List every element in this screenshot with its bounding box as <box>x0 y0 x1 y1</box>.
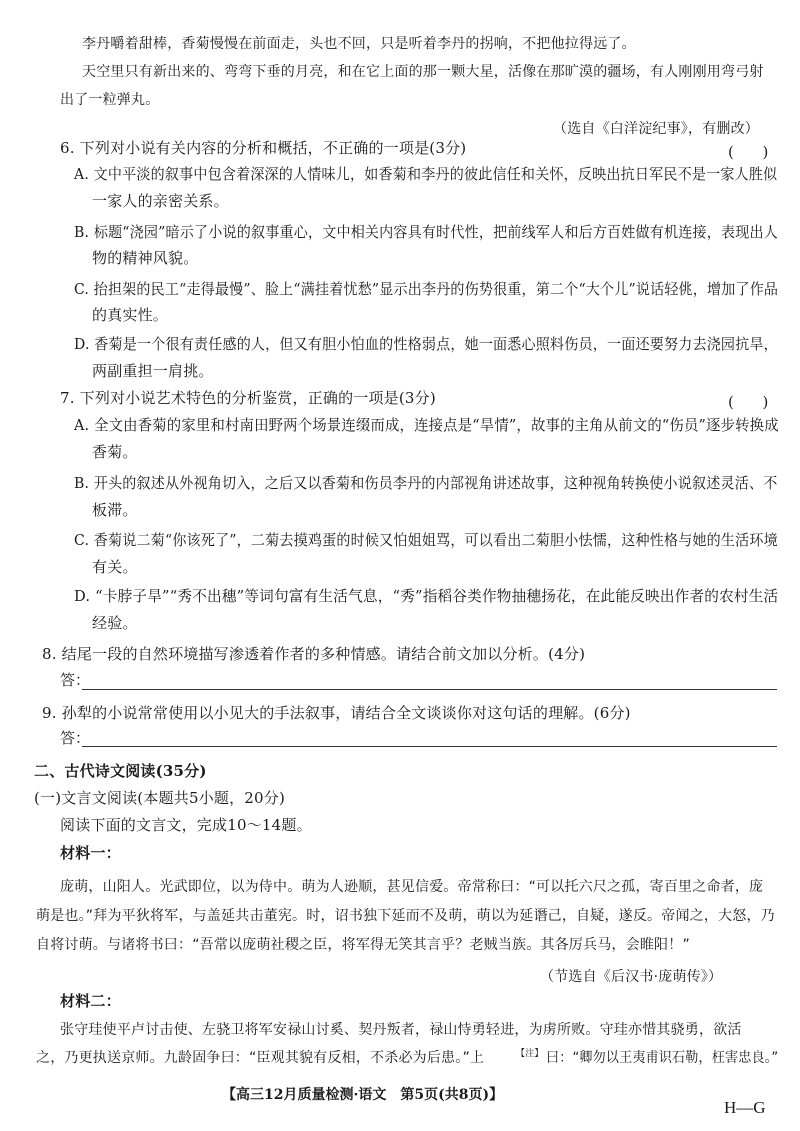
q6-answer-paren[interactable]: ( ) <box>728 143 769 161</box>
q9-answer-label: 答： <box>60 729 91 747</box>
material2-line-1: 张守珪使平卢讨击使、左骁卫将军安禄山讨奚、契丹叛者，禄山恃勇轻进，为虏所败。守珪亦惜其骁勇，欲活 <box>60 1022 742 1038</box>
section-heading: 二、古代诗文阅读(35分) <box>34 762 207 780</box>
q6-option-a-2: 一家人的亲密关系。 <box>92 192 229 210</box>
q9-stem: 9. 孙犁的小说常常使用以小见大的手法叙事，请结合全文谈谈你对这句话的理解。(6分) <box>42 704 631 722</box>
q6-option-c-2: 的真实性。 <box>92 306 169 324</box>
q8-answer-label: 答： <box>60 671 91 689</box>
q6-option-b-2: 物的精神风貌。 <box>92 249 199 267</box>
note-marker: 【注】 <box>516 1049 544 1059</box>
q7-option-c-2: 有关。 <box>92 558 138 576</box>
material1-label: 材料一： <box>60 844 121 862</box>
story-source: （选自《白洋淀纪事》，有删改） <box>553 121 759 137</box>
subsection-heading: (一)文言文阅读(本题共5小题，20分) <box>34 789 286 807</box>
q7-option-a-2: 香菊。 <box>92 443 138 461</box>
material2-line-2: 之，乃更执送京师。九龄固争曰：“臣观其貌有反相，不杀必为后患。”上 <box>36 1050 485 1066</box>
q6-option-b-1: B. 标题“浇园”暗示了小说的叙事重心，文中相关内容具有时代性，把前线军人和后方百姓做有机连接，表现出人 <box>74 223 778 241</box>
q6-option-a-1: A. 文中平淡的叙事中包含着深深的人情味儿，如香菊和李丹的彼此信任和关怀，反映出抗日军民不是一家人胜似 <box>74 165 778 183</box>
q6-option-c-1: C. 抬担架的民工“走得最慢”、脸上“满挂着忧愁”显示出李丹的伤势很重，第二个“大个儿”说话轻佻，增加了作品 <box>74 280 779 298</box>
material1-line-2: 萌是也。”拜为平狄将军，与盖延共击董宪。时，诏书独下延而不及萌，萌以为延谮己，自疑，遂反。帝闻之，大怒，乃 <box>36 908 775 924</box>
q8-answer-line[interactable] <box>82 689 777 690</box>
material1-line-1: 庞萌，山阳人。光武即位，以为侍中。萌为人逊顺，甚见信爱。帝常称曰：“可以托六尺之孤，寄百里之命者，庞 <box>60 879 764 895</box>
page-footer: 【高三12月质量检测·语文 第5页(共8页)】 <box>222 1087 504 1103</box>
q7-option-a-1: A. 全文由香菊的家里和村南田野两个场景连缀而成，连接点是“旱情”，故事的主角从前文的“伤员”逐步转换成 <box>74 416 779 434</box>
q7-option-c-1: C. 香菊说二菊“你该死了”，二菊去摸鸡蛋的时候又怕姐姐骂，可以看出二菊胆小怯懦，这种性格与她的生活环境 <box>74 531 778 549</box>
q7-answer-paren[interactable]: ( ) <box>728 393 769 411</box>
q7-option-d-1: D. “卡脖子旱”“秀不出穗”等词句富有生活气息，“秀”指稻谷类作物抽穗扬花，在此能反映出作者的农村生活 <box>74 587 779 605</box>
story-line-3: 出了一粒弹丸。 <box>60 92 160 108</box>
q6-option-d-2: 两副重担一肩挑。 <box>92 362 214 380</box>
q7-option-b-1: B. 开头的叙述从外视角切入，之后又以香菊和伤员李丹的内部视角讲述故事，这种视角转换使小说叙述灵活、不 <box>74 474 778 492</box>
material1-source: （节选自《后汉书·庞萌传》） <box>540 969 723 985</box>
story-line-2: 天空里只有新出来的、弯弯下垂的月亮，和在它上面的那一颗大星，活像在那旷漠的疆场，有人刚刚用弯弓射 <box>82 64 764 80</box>
material2-line-3: 曰：“卿勿以王夷甫识石勒，枉害忠良。” <box>546 1050 779 1066</box>
reading-instruction: 阅读下面的文言文，完成10～14题。 <box>60 816 312 834</box>
q6-option-d-1: D. 香菊是一个很有责任感的人，但又有胆小怕血的性格弱点，她一面悉心照料伤员，一面还要努力去浇园抗旱， <box>74 335 778 353</box>
q7-stem: 7. 下列对小说艺术特色的分析鉴赏，正确的一项是(3分) <box>60 389 436 407</box>
story-line-1: 李丹嚼着甜棒，香菊慢慢在前面走，头也不回，只是听着李丹的拐响，不把他拉得远了。 <box>82 36 636 52</box>
material2-label: 材料二： <box>60 992 121 1010</box>
q7-option-d-2: 经验。 <box>92 614 138 632</box>
q6-stem: 6. 下列对小说有关内容的分析和概括，不正确的一项是(3分) <box>60 139 467 157</box>
q8-stem: 8. 结尾一段的自然环境描写渗透着作者的多种情感。请结合前文加以分析。(4分) <box>42 645 586 663</box>
paper-code: H—G <box>724 1098 766 1117</box>
q9-answer-line[interactable] <box>82 746 777 747</box>
q7-option-b-2: 板滞。 <box>92 501 138 519</box>
material1-line-3: 自将讨萌。与诸将书曰：“吾常以庞萌社稷之臣，将军得无笑其言乎？老贼当族。其各厉兵马，会睢阳！” <box>36 937 690 953</box>
